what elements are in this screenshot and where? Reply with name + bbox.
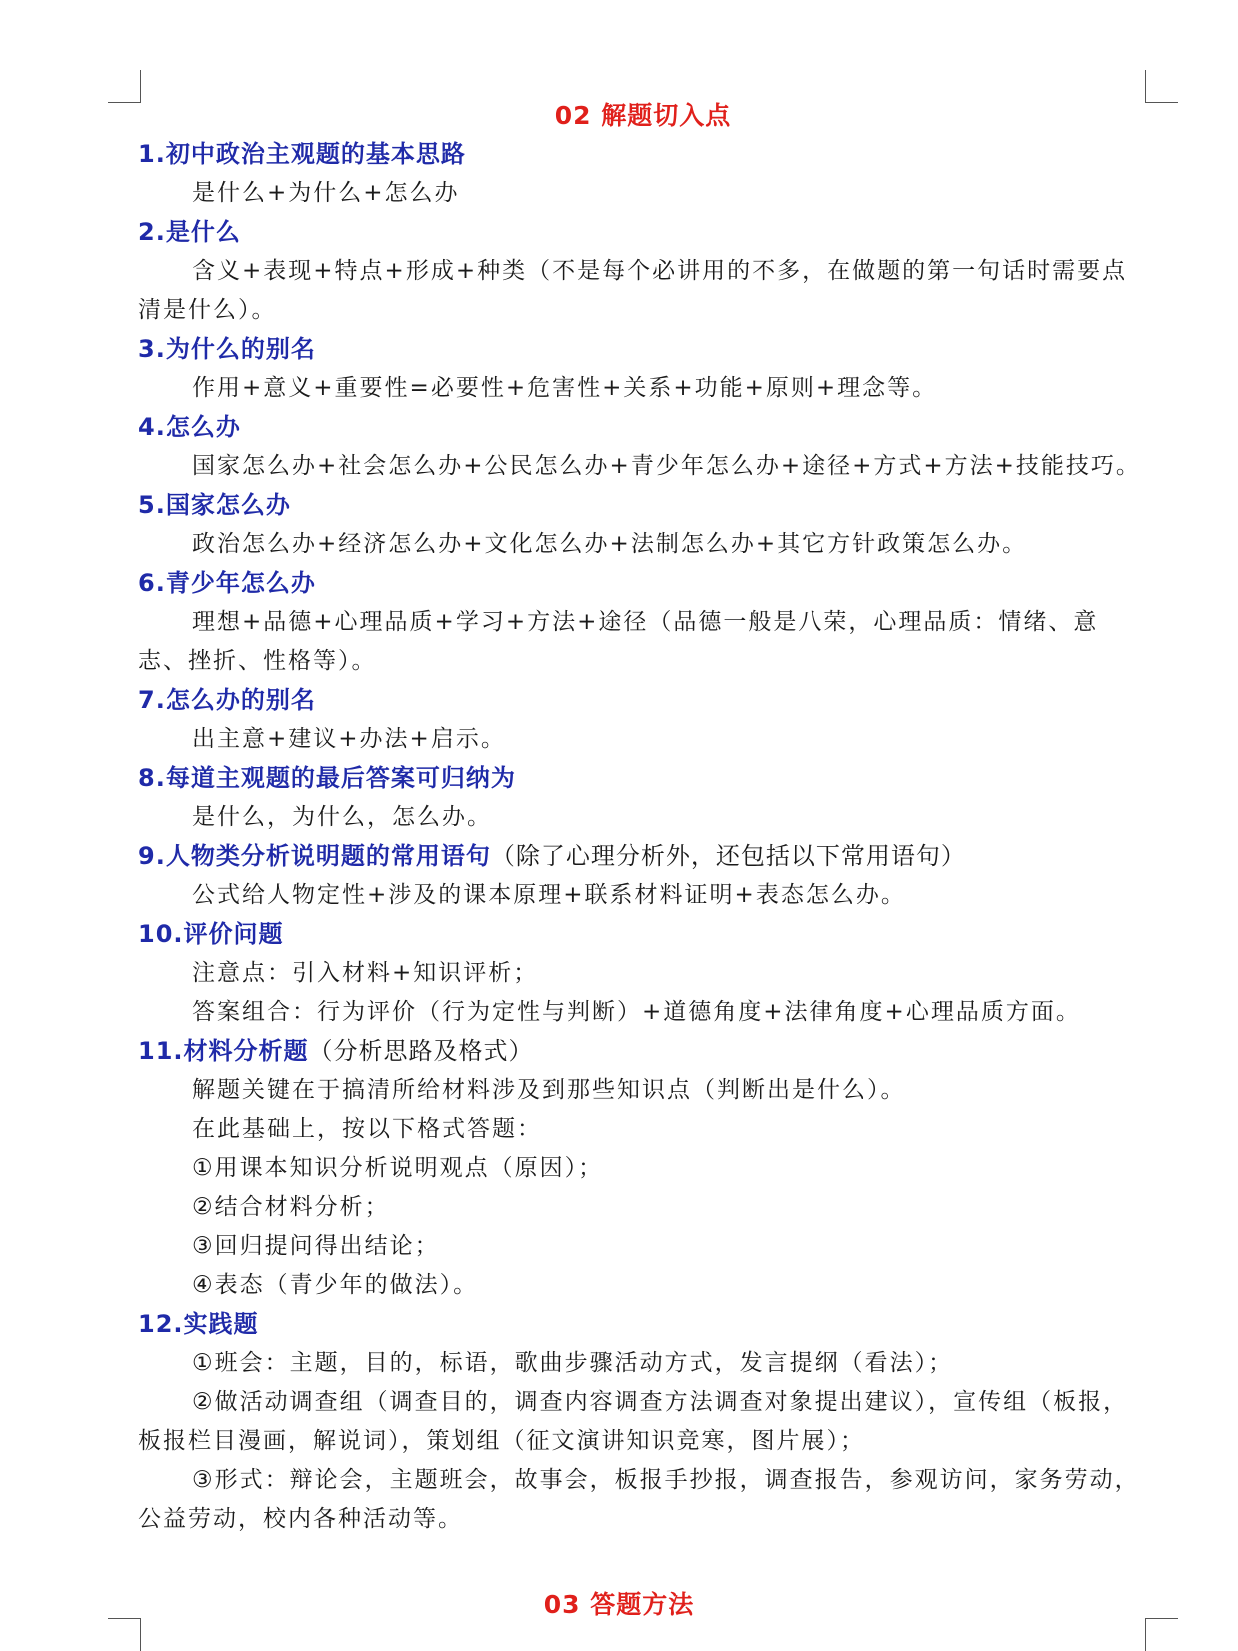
document-body (138, 96, 1148, 1539)
item-heading-9-main: 9.人物类分析说明题的常用语句 (138, 842, 491, 870)
item-heading-11 (138, 1032, 1148, 1071)
item-text-6-1: 理想+品德+心理品质+学习+方法+途径（品德一般是八荣，心理品质：情绪、意志、挫折、性格等）。 (138, 609, 1099, 674)
item-text-12-3: ③形式：辩论会，主题班会，故事会，板报手抄报，调查报告，参观访问，家务劳动，公益劳动，校内各种活动等。 (138, 1467, 1140, 1532)
item-text-11-1: 解题关键在于搞清所给材料涉及到那些知识点（判断出是什么）。 (192, 1077, 906, 1103)
item-heading-9 (138, 837, 1148, 876)
item-heading-4: 4.怎么办 (138, 413, 241, 441)
item-text-12-2: ②做活动调查组（调查目的，调查内容调查方法调查对象提出建议），宣传组（板报，板报栏目漫画，解说词），策划组（征文演讲知识竞寒，图片展）； (138, 1389, 1129, 1454)
item-text-1-1: 是什么+为什么+怎么办 (192, 180, 460, 206)
item-heading-3: 3.为什么的别名 (138, 335, 316, 363)
item-heading-8: 8.每道主观题的最后答案可归纳为 (138, 764, 516, 792)
item-heading-2: 2.是什么 (138, 218, 241, 246)
item-text-11-6: ④表态（青少年的做法）。 (192, 1272, 479, 1298)
item-text-10-2: 答案组合：行为评价（行为定性与判断）+道德角度+法律角度+心理品质方面。 (192, 999, 1081, 1025)
next-section-title: 03 答题方法 (543, 1590, 695, 1619)
item-text-11-4: ②结合材料分析； (192, 1194, 390, 1220)
item-heading-11-main: 11.材料分析题 (138, 1037, 309, 1065)
item-text-5-1: 政治怎么办+经济怎么办+文化怎么办+法制怎么办+其它方针政策怎么办。 (192, 531, 1028, 557)
item-text-11-3: ①用课本知识分析说明观点（原因）； (192, 1155, 604, 1181)
crop-mark-top-right (1145, 70, 1178, 103)
crop-mark-top-left (108, 70, 141, 103)
section-title: 02 解题切入点 (554, 101, 732, 130)
crop-mark-bottom-left (108, 1618, 141, 1651)
item-text-3-1: 作用+意义+重要性=必要性+危害性+关系+功能+原则+理念等。 (192, 375, 938, 401)
item-heading-9-note: （除了心理分析外，还包括以下常用语句） (490, 842, 966, 870)
item-text-4-1: 国家怎么办+社会怎么办+公民怎么办+青少年怎么办+途径+方式+方法+技能技巧。 (192, 453, 1141, 479)
item-heading-7: 7.怎么办的别名 (138, 686, 316, 714)
item-text-10-1: 注意点：引入材料+知识评析； (192, 960, 539, 986)
item-text-11-5: ③回归提问得出结论； (192, 1233, 440, 1259)
crop-mark-bottom-right (1145, 1618, 1178, 1651)
item-text-11-2: 在此基础上，按以下格式答题： (192, 1116, 542, 1142)
item-text-2-1: 含义+表现+特点+形成+种类（不是每个必讲用的不多，在做题的第一句话时需要点清是什么）。 (138, 258, 1128, 323)
item-text-7-1: 出主意+建议+办法+启示。 (192, 726, 506, 752)
item-text-9-1: 公式给人物定性+涉及的课本原理+联系材料证明+表态怎么办。 (192, 882, 906, 908)
item-heading-12: 12.实践题 (138, 1310, 259, 1338)
item-heading-1: 1.初中政治主观题的基本思路 (138, 140, 466, 168)
item-text-12-1: ①班会：主题，目的，标语，歌曲步骤活动方式，发言提纲（看法）； (192, 1350, 954, 1376)
item-heading-10: 10.评价问题 (138, 920, 284, 948)
item-heading-5: 5.国家怎么办 (138, 491, 291, 519)
item-heading-6: 6.青少年怎么办 (138, 569, 316, 597)
item-text-8-1: 是什么，为什么，怎么办。 (192, 804, 492, 830)
item-heading-11-note: （分析思路及格式） (308, 1037, 534, 1065)
